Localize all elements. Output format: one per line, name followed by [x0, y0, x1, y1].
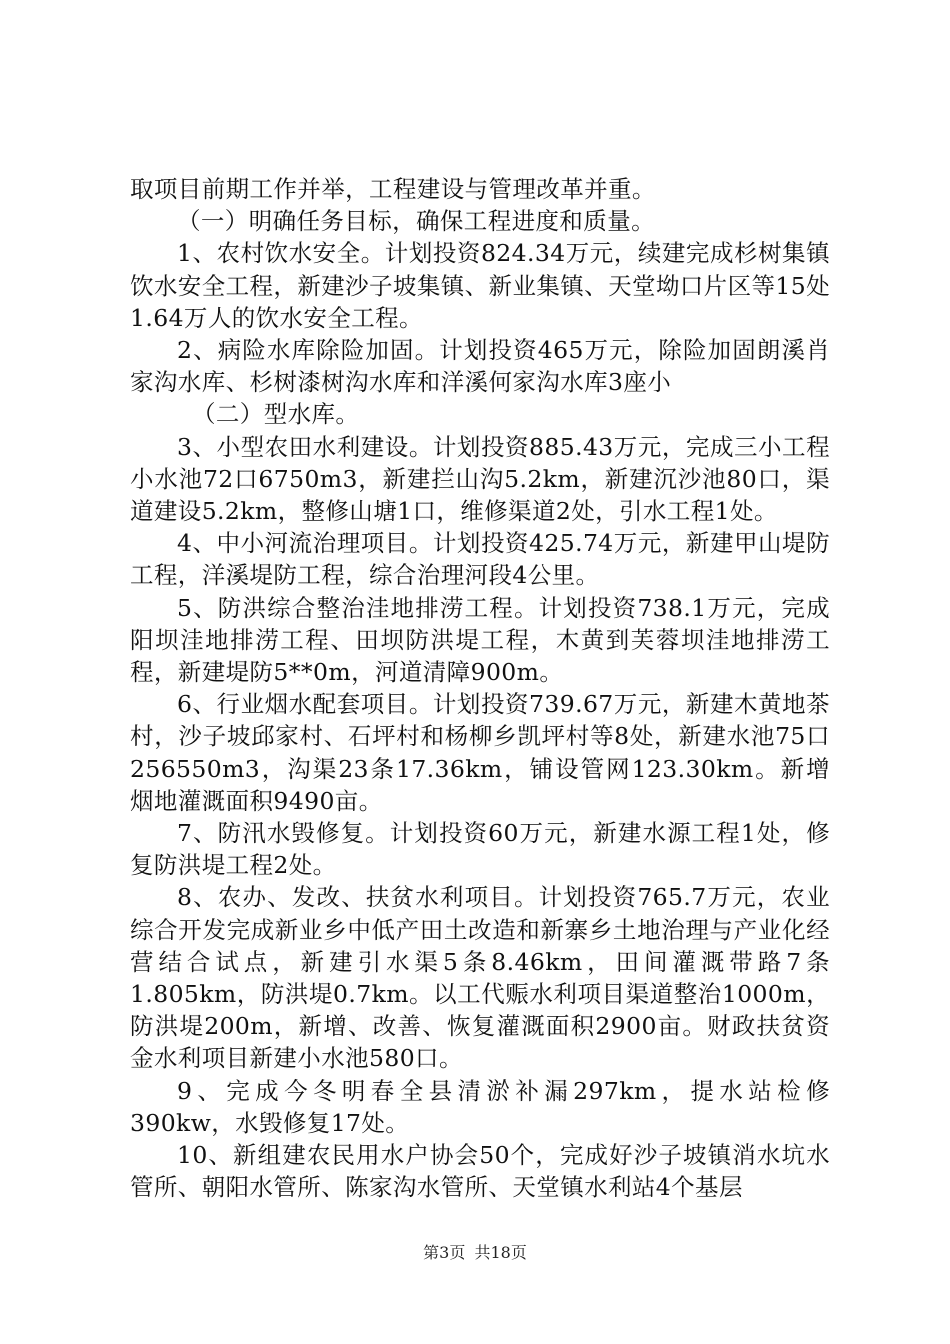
item-1-rural-drinking-water: 1、农村饮水安全。计划投资824.34万元，续建完成杉树集镇饮水安全工程，新建沙子坡集镇、新业集镇、天堂坳口片区等15处1.64万人的饮水安全工程。 — [130, 239, 830, 332]
paragraph-continuation: 取项目前期工作并举，工程建设与管理改革并重。 — [130, 175, 656, 203]
item-2-reservoir-reinforcement: 2、病险水库除险加固。计划投资465万元，除险加固朗溪肖家沟水库、杉树漆树沟水库和洋溪何家沟水库3座小 — [130, 336, 830, 397]
item-6-tobacco-water: 6、行业烟水配套项目。计划投资739.67万元，新建木黄地茶村，沙子坡邱家村、石坪村和杨柳乡凯坪村等8处，新建水池75口256550m3，沟渠23条17.36km，铺设管网123.30km。新增烟地灌溉面积9490亩。 — [130, 690, 830, 815]
page-total: 共18页 — [474, 1243, 527, 1262]
item-9-dredging: 9、完成今冬明春全县清淤补漏297km，提水站检修390kw，水毁修复17处。 — [130, 1076, 830, 1137]
item-5-flood-control: 5、防洪综合整治洼地排涝工程。计划投资738.1万元，完成阳坝洼地排涝工程、田坝防洪堤工程，木黄到芙蓉坝洼地排涝工程，新建堤防5**0m，河道清障900m。 — [130, 593, 830, 687]
page-footer — [0, 1240, 950, 1263]
document-body — [130, 173, 830, 1204]
item-7-flood-damage-repair: 7、防汛水毁修复。计划投资60万元，新建水源工程1处，修复防洪堤工程2处。 — [130, 819, 830, 880]
item-3-farmland-irrigation: 3、小型农田水利建设。计划投资885.43万元，完成三小工程小水池72口6750m3，新建拦山沟5.2km，新建沉沙池80口，渠道建设5.2km，整修山塘1口，维修渠道2处，引水工程1处。 — [130, 432, 830, 526]
section-heading-2-2: （二）型水库。 — [192, 400, 360, 429]
item-10-water-user-associations: 10、新组建农民用水户协会50个，完成好沙子坡镇消水坑水管所、朝阳水管所、陈家沟水管所、天堂镇水利站4个基层 — [130, 1141, 830, 1202]
section-heading-2-1: （一）明确任务目标，确保工程进度和质量。 — [177, 207, 655, 236]
item-4-river-management: 4、中小河流治理项目。计划投资425.74万元，新建甲山堤防工程，洋溪堤防工程，综合治理河段4公里。 — [130, 529, 830, 590]
item-8-poverty-water-projects: 8、农办、发改、扶贫水利项目。计划投资765.7万元，农业综合开发完成新业乡中低产田土改造和新寨乡土地治理与产业化经营结合试点，新建引水渠5条8.46km，田间灌溉带路7条1.805km，防洪堤0.7km。以工代赈水利项目渠道整治1000m，防洪堤200m，新增、改善、恢复灌溉面积2900亩。财政扶贫资金水利项目新建小水池580口。 — [130, 883, 830, 1073]
page-number: 第3页 — [423, 1243, 466, 1262]
